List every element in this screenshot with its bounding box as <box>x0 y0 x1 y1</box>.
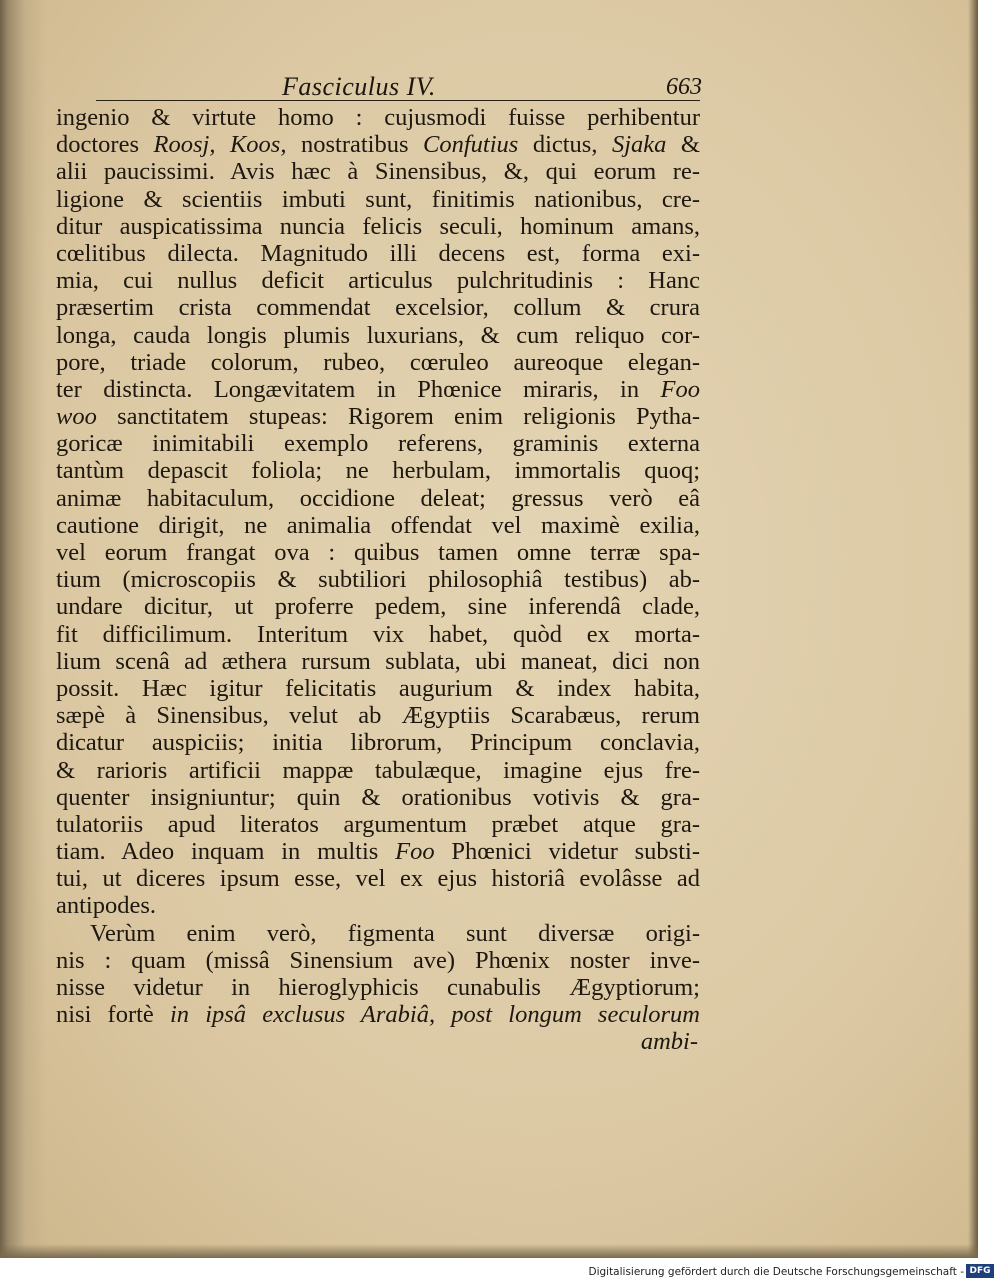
text-run: Phœnici videtur substi- <box>434 838 700 866</box>
funding-credit: Digitalisierung gefördert durch die Deutsche Forschungsgemeinschaft - <box>588 1266 964 1278</box>
text-line: goricæ inimitabili exemplo referens, graminis externa <box>56 430 700 458</box>
text-run: nisi fortè <box>56 1001 170 1029</box>
text-line <box>56 838 700 865</box>
catchword: ambi- <box>640 1028 698 1056</box>
italic-name: Roosj, Koos, <box>153 131 287 159</box>
text-line: tantùm depascit foliola; ne herbulam, immortalis quoq; <box>56 457 700 485</box>
body-text <box>56 104 700 1056</box>
running-title: Fasciculus IV. <box>282 72 436 101</box>
header-rule <box>96 100 700 101</box>
italic-name: woo <box>56 403 97 431</box>
text-run: doctores <box>56 131 154 159</box>
text-line: præsertim crista commendat excelsior, collum & crura <box>56 294 700 322</box>
text-line <box>56 403 700 430</box>
text-run: dictus, <box>518 131 612 159</box>
text-line: lium scenâ ad æthera rursum sublata, ubi maneat, dici non <box>56 647 700 675</box>
text-line: quenter insigniuntur; quin & orationibus votivis & gra- <box>56 783 700 811</box>
text-line: cœlitibus dilecta. Magnitudo illi decens est, forma exi- <box>56 239 700 267</box>
text-line <box>56 131 700 158</box>
dfg-logo: DFG <box>966 1264 994 1278</box>
text-line: tui, ut diceres ipsum esse, vel ex ejus historiâ evolâsse ad <box>56 865 700 893</box>
text-line: dicatur auspiciis; initia librorum, Principum conclavia, <box>56 729 700 757</box>
page-number: 663 <box>666 74 702 100</box>
page-edge <box>968 0 978 1258</box>
italic-name: Foo <box>395 838 435 866</box>
text-run: sanctitatem stupeas: Rigorem enim religionis Pytha- <box>96 403 700 431</box>
text-line: tulatoriis apud literatos argumentum præbet atque gra- <box>56 810 700 838</box>
footer-bar <box>0 1258 1000 1285</box>
text-line: possit. Hæc igitur felicitatis augurium & index habita, <box>56 674 700 702</box>
text-line: fit difficilimum. Interitum vix habet, quòd ex morta- <box>56 620 700 648</box>
text-line: ditur auspicatissima nuncia felicis seculi, hominum amans, <box>56 212 700 240</box>
text-line: antipodes. <box>56 892 157 920</box>
italic-text: in ipsâ exclusus Arabiâ, post longum seculorum <box>169 1001 701 1029</box>
text-line: undare dicitur, ut proferre pedem, sine inferendâ clade, <box>56 593 700 621</box>
text-line: longa, cauda longis plumis luxurians, & cum reliquo cor- <box>56 321 700 349</box>
text-line: tium (microscopiis & subtiliori philosophiâ testibus) ab- <box>56 566 700 594</box>
running-header <box>96 68 708 104</box>
text-line: mia, cui nullus deficit articulus pulchritudinis : Hanc <box>56 267 700 295</box>
text-line: pore, triade colorum, rubeo, cœruleo aureoque elegan- <box>56 348 700 376</box>
text-line: ligione & scientiis imbuti sunt, finitimis nationibus, cre- <box>56 185 700 213</box>
text-line: animæ habitaculum, occidione deleat; gressus verò eâ <box>56 484 700 512</box>
text-line: alii paucissimi. Avis hæc à Sinensibus, &, qui eorum re- <box>56 158 700 186</box>
text-line: & rarioris artificii mappæ tabulæque, imagine ejus fre- <box>56 756 700 784</box>
italic-name: Confutius <box>423 131 519 159</box>
text-line: sæpè à Sinensibus, velut ab Ægyptiis Scarabæus, rerum <box>56 702 700 730</box>
italic-name: Sjaka <box>611 131 667 159</box>
text-line: ingenio & virtute homo : cujusmodi fuisse perhibentur <box>56 104 700 131</box>
text-line: nisse videtur in hieroglyphicis cunabulis Ægyptiorum; <box>56 974 700 1001</box>
text-run: & <box>666 131 700 159</box>
text-run: nostratibus <box>286 131 424 159</box>
page-gutter <box>0 0 46 1258</box>
page-bottom-edge <box>0 1244 978 1258</box>
text-line: vel eorum frangat ova : quibus tamen omne terræ spa- <box>56 539 700 566</box>
italic-name: Foo <box>660 375 700 403</box>
text-line: Verùm enim verò, figmenta sunt diversæ origi- <box>90 919 700 947</box>
text-run: tiam. Adeo inquam in multis <box>56 838 396 866</box>
text-line: nis : quam (missâ Sinensium ave) Phœnix noster inve- <box>56 946 700 974</box>
text-line <box>56 1001 700 1028</box>
text-run: ter distincta. Longævitatem in Phœnice miraris, in <box>56 375 661 403</box>
text-line <box>56 376 700 403</box>
text-line: cautione dirigit, ne animalia offendat vel maximè exilia, <box>56 511 700 539</box>
